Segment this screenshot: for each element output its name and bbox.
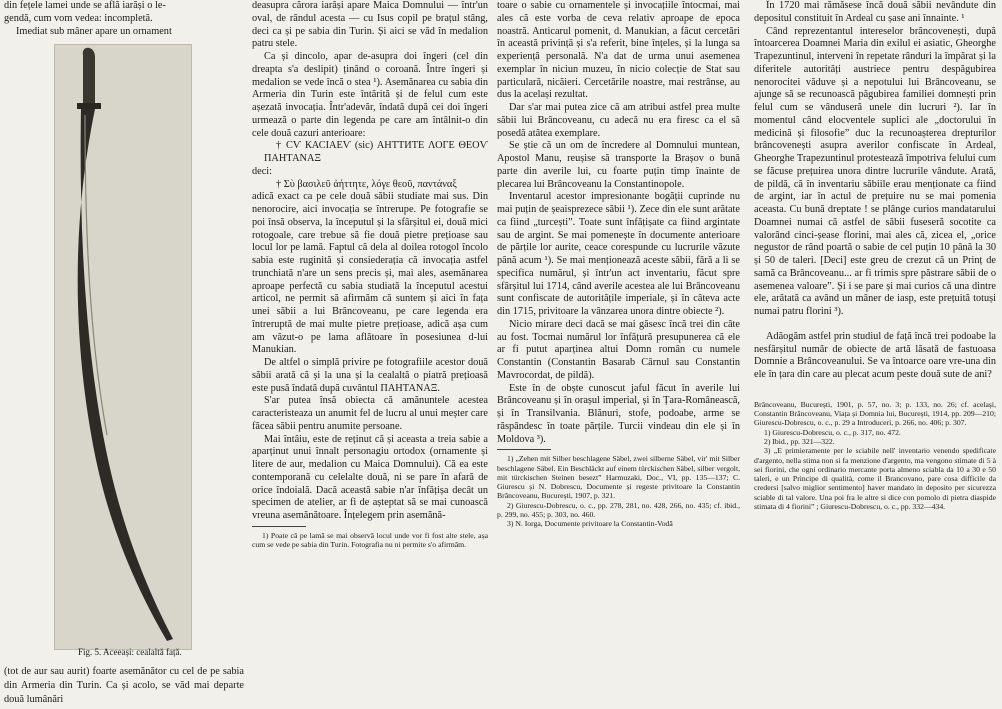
- footnote-gap: [754, 382, 996, 400]
- col2-footnote-1: 1) Poate că pe lamă se mai observă locul unde vor fi fost alte stele, așa cum se vede pe sabia din Turin. Fotografia nu ni permite s'o afirmăm.: [252, 530, 488, 550]
- sabre-image: [55, 45, 191, 649]
- col4-paragraph-3: Adăogăm astfel prin studiul de față încă trei podoabe la nesfârșitul număr de obiecte de artă lăsată de fastuoasa Domnie a Brâncoveanului. Se va întoarce oare vre-una din ele în țara din care au plecat acum peste două sute de ani?: [754, 330, 996, 380]
- col4-footnotes: [754, 400, 996, 512]
- col1-line-1: din fețele lamei unde se află iarăși o le-: [4, 0, 166, 11]
- col4-footnote-1: 1) Giurescu-Dobrescu, o. c., p. 317, no. 472.: [764, 427, 901, 437]
- col3-footnote-3: 3) N. Iorga, Documente privitoare la Constantin-Vodă: [507, 519, 673, 529]
- col1-bottom-text: (tot de aur sau aurit) foarte asemănător cu cel de pe sabia din Armeria din Turin. Ca și acolo, se văd mai departe două lumânări: [4, 666, 244, 705]
- sabre-photograph: [54, 44, 192, 650]
- col3-paragraph-4: Inventarul acestor impresionante bogății cuprinde nu mai puțin de șeaisprezece săbii ¹). Zece din ele sunt arătate ca fiind „turcești”. Toate sunt înfățișate ca fiind argintate sau de argint. Se mai pomenește în documente anterioare de părțile lor aurite, ceace corespunde cu lucrurile văzute până acum ¹). Se mai menționează aceste săbii, fără a li se specifica numărul, și într'un act inventariu, făcut spre sfârșitul lui 1714, când averile acestea ale lui Brâncoveanu sunt confiscate de autoritățile imperiale, și în câteva acte din 1715, privitoare la vânzarea unora dintre obiecte ²).: [497, 191, 740, 317]
- column-1-bottom: [4, 665, 244, 707]
- section-gap: [754, 319, 996, 331]
- col3-paragraph-5: Nicio mirare deci dacă se mai găsesc încă trei din câte au fost. Tocmai numărul lor înfățură presupunerea că ele ar fi putut aparținea altui Domn român cu numele Constantin (Constantin Basarab Cârnul sau Constantin Mavrocordat, de pildă).: [497, 318, 740, 381]
- col4-paragraph-1: În 1720 mai rămăsese încă două săbii nevândute din depositul constituit în Ardeal cu șase ani înnainte. ¹: [754, 0, 996, 24]
- col3-paragraph-6: Este în de obște cunoscut jaful făcut în averile lui Brâncoveanu și în orașul imperial, și în Țara-Românească, și în Transilvania. Blănuri, stofe, podoabe, arme se răspândesc în toate părțile. Turcii vindeau din ele și în Moldova ³).: [497, 382, 740, 445]
- col3-footnote-2: 2) Giurescu-Dobrescu, o. c., pp. 278, 281, no. 428, 266, no. 435; cf. ibid., p. 299, no. 455; p. 303, no. 460.: [497, 500, 740, 520]
- col2-paragraph-2: Ca și dincolo, apar de-asupra doi îngeri (cel din dreapta s'a deslipit) ținând o coroană. Între îngeri și medalion se vede încă o stea ¹). Asemănarea cu sabia din Armeria din Turin este întărită și de felul cum este așezată invocația. Într'adevăr, îndată după cei doi îngeri urmează o parte din legenda pe care am întâlnit-o din cele două cazuri anterioare:: [252, 51, 488, 139]
- col3-footnotes: [497, 454, 740, 528]
- col2-paragraph-3: adică exact ca pe cele două săbii studiate mai sus. Din nenorocire, aici invocația se întrerupe. Pe fotografie se poi însă observa, la începutul și la sfârșitul ei, două mici rotogoale, care trebue să fie două pietre prețioase sau locul lor pe lamă. Faptul că dela al doilea rotogol încolo sabia este ruginită și consiederația că invocația astfel trunchiată n'are un sens precis și, mai ales, asemănarea aproape perfectă cu sabia studiată la începutul acestui articol, ne permit să afirmăm că suntem și aici în fața unei săbii a lui Brâncoveanu, pe care legenda era întreruptă de mai multe pietre prețioase, adică așa cum am văzut-o pe lama aflătoare în posesiunea d-lui Manukian.: [252, 191, 488, 356]
- col2-footnotes: [252, 531, 488, 550]
- col3-paragraph-3: Se știe că un om de încredere al Domnului muntean, Apostol Manu, reușise să transporte la Brașov o bună parte din averile lui, cu foarte puțin timp înainte de plecarea lui Brâncoveanu la Constantinopole.: [497, 140, 740, 190]
- col2-paragraph-6: Mai întâiu, este de reținut că și aceasta a treia sabie a aparținut unui înnalt personagiu ortodox (ornamente și litere de aur, medalion cu Maica Domnului). Că ea este contemporană cu celelalte două, ni se pare în afară de orice îndoială. Dacă aceastâ sabie n'ar înfățișa decât un specimen de atelier, ar fi de așteptat să se mai cunoască vreuna asemănătoare. Înțelegem prin asemănă-: [252, 433, 488, 521]
- col4-footnote-3: 3) „E primieramente per le sciabile nell' inventario venendo spedificate d'argento, nella stima non si fa menzione d'argento, ma vengono stimate di 5 à sei fiorini, che ogni ordinario mercante porta almeno sciabla da 10 a 30 e 50 taleri, e un Principe di qualità, come il Brancovano, pare cosa difficile da credersi [salvo miglior sentimento] haver mandato in deposito per sicurezza sciable di tal valore. Una poi fra le altre si dice con pomolo di pietra diaspide stimata di 4 fiorini” ; Giurescu-Dobrescu, o. c., pp. 332—434.: [754, 446, 996, 512]
- invocation-cyrillic: † СѴ КАСІАЕѴ (sic) АНТТИТЕ ΛΟΓΕ ΘΕΟѴ ПАНТАNАΞ: [264, 140, 488, 164]
- column-3: [497, 0, 740, 529]
- column-2: [252, 0, 488, 549]
- col3-paragraph-1: toare o sabie cu ornamentele și invocațiile întocmai, mai ales că este vorba de ceva relativ aproape de epoca noastră. Anticarul pomenit, d. Manukian, a făcut cercetări în această privință și s'a referit, bine înțeles, și la lunga sa experiență personală. N'a dat de urma unui asemenea exemplar în niciun muzeu, în nicio colecție de Stat sau particulară, nicăieri. Cercetările noastre, mai restrânse, au dus la același rezultat.: [497, 0, 740, 101]
- footnote-divider: [497, 449, 551, 450]
- column-4: [754, 0, 996, 511]
- col4-paragraph-2: Când reprezentantul intereselor brâncovenești, după întoarcerea Doamnei Maria din exilul ei asiatic, Gheorghe Trapezuntinul, intervenì în repetate rânduri la împărat și la diferitele autorități austriece pentru despăgubirea nenorocitei văduve și a nepotului lui Brâncoveanu, se ajunge să se recunoască păgubirea familiei domnești prin felul cum se vânduseră unele din lucruri ²). Iar în momentul când elocventele suplici ale „doctorului în medicină și filosofie” duc la recunoașterea drepturilor brâncovenești asupra averilor confiscate în Ardeal, Gheorghe Trapezuntinul protestează împotriva felului cum se făcuse prețuirea unora dintre lucrurile vândute. Arată, de pildă, că în inventariu săbiile erau menționate ca fiind de argint, iar în actul de prețuire nu se mai pomenia aceasta. Cu bună dreptate ! se plânge curios mandatarului Doamnei numai că astfel de săbii fuseseră socotite ca valorând cinci-șease florini, mai ales că, zicea el, „orice negustor de rând poartă o sabie de cel puțin 10 până la 30 și 50 de taleri. [Deci] este greu de crezut că un Prinț de samă ca Brâncoveanu... ar fi trimis spre păstrare săbii de o asemenea valoare”. Și i se pare și mai curios că una dintre ele, arătată ca având un mâner de iasp, este prețuită totuși numai patru florini ³).: [754, 25, 996, 317]
- col2-paragraph-4: De altfel o simplă privire pe fotografiile acestor două săbii arată că și la una și la cealaltă o piatră prețioasă este pusă îndată după cuvântul ПАНТАNАΞ.: [252, 357, 488, 394]
- col2-paragraph-1: deasupra cărora iarăși apare Maica Domnului — într'un oval, de rândul acesta — cu Isus copil pe brațul stâng, deci ca și pe sabia din Turin. Și aici se văd în medalion patru stele.: [252, 0, 488, 50]
- col1-line-3: Imediat sub mâner apare un ornament: [16, 25, 172, 37]
- invocation-greek: † Σὺ βασιλεῦ ἀήττητε, λόγε θεοῦ, παντάναξ: [276, 178, 457, 190]
- col3-footnote-1: 1) „Zehen mit Silber beschlagene Säbel, zwei silberne Säbel, vir' mit Silber beschlagene Säbel. Ein Beschläckt auf einem türckischen Säbel, silber vergolt, mit türckischen Steinen besezt” Harmuzaki, Doc., VI, pp. 135—137; C. Giurescu și N. Dobrescu, Documente și regeste privitoare la Constantin Brâncoveanu, București, 1907, p. 321.: [497, 454, 740, 501]
- column-1: [4, 0, 244, 38]
- figure-caption: Fig. 5. Aceeași: cealaltă față.: [78, 647, 182, 657]
- col3-paragraph-2: Dar s'ar mai putea zice că am atribui astfel prea multe săbii lui Brâncoveanu, cu adecă nu era firesc ca el să posedă atâtea exemplare.: [497, 102, 740, 139]
- col4-footnote-2: 2) Ibid., pp. 321—322.: [764, 436, 835, 446]
- footnote-divider: [252, 526, 306, 527]
- col4-footnote-continued: Brâncoveanu, București, 1901, p. 57, no. 3; p. 133, no. 26; cf. același, Constantin Brâncoveanu, Viața și Domnia lui, București, 1914, pp. 209—210; Giurescu-Dobrescu, o. c., p. 29 a Introduceri, p. 266, no. 406; p. 307.: [754, 399, 996, 428]
- deci-label: deci:: [252, 165, 273, 177]
- col2-paragraph-5: S'ar putea însă obiecta că amănuntele acestea caracteristeaza un anumit fel de lucru al unui meșter care făcea săbii pentru anumite persoane.: [252, 395, 488, 432]
- col1-line-2: gendă, cum vom vedea: incompletă.: [4, 12, 153, 24]
